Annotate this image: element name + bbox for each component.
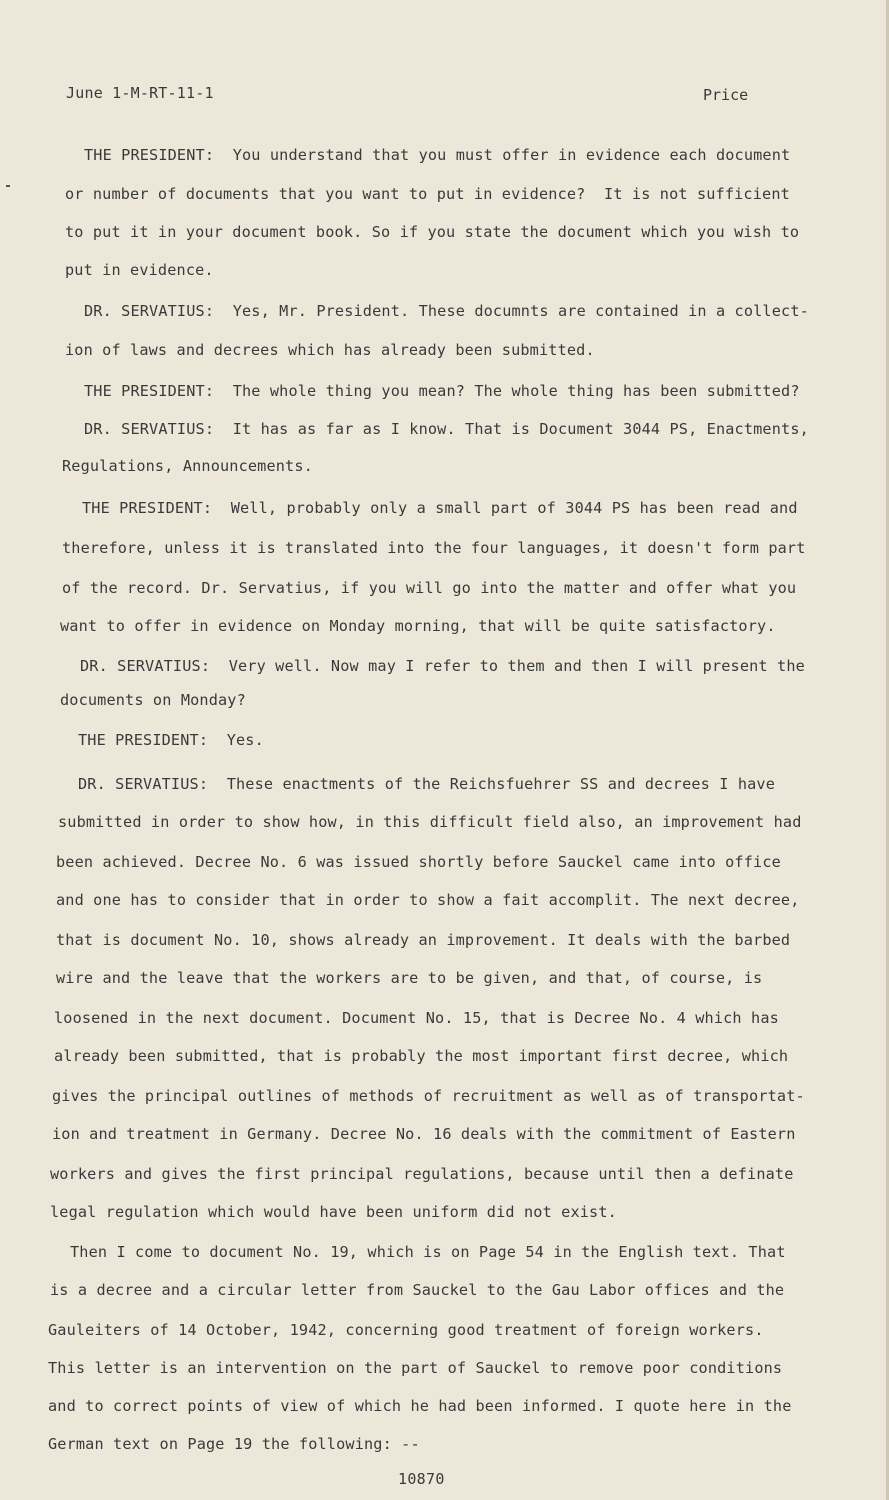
text-line: Then I come to document No. 19, which is on Page 54 in the English text. That xyxy=(70,1243,786,1261)
header-reference: June 1-M-RT-11-1 xyxy=(66,84,214,102)
text-line: documents on Monday? xyxy=(60,691,246,709)
text-line: Regulations, Announcements. xyxy=(62,457,313,475)
text-line: that is document No. 10, shows already an improvement. It deals with the barbed xyxy=(56,931,791,949)
text-line: want to offer in evidence on Monday morning, that will be quite satisfactory. xyxy=(60,617,776,635)
text-line: or number of documents that you want to put in evidence? It is not sufficient xyxy=(65,185,790,203)
text-line: and to correct points of view of which he had been informed. I quote here in the xyxy=(48,1397,792,1415)
text-line: put in evidence. xyxy=(65,261,214,279)
text-line: gives the principal outlines of methods of recruitment as well as of transportat- xyxy=(52,1087,805,1105)
stray-ink-mark xyxy=(6,185,10,187)
text-line: of the record. Dr. Servatius, if you will go into the matter and offer what you xyxy=(62,579,797,597)
text-line: been achieved. Decree No. 6 was issued shortly before Sauckel came into office xyxy=(56,853,781,871)
text-line: THE PRESIDENT: You understand that you must offer in evidence each document xyxy=(84,146,791,164)
text-line: workers and gives the first principal regulations, because until then a definate xyxy=(50,1165,794,1183)
text-line: Gauleiters of 14 October, 1942, concerning good treatment of foreign workers. xyxy=(48,1321,764,1339)
text-line: legal regulation which would have been uniform did not exist. xyxy=(50,1203,617,1221)
text-line: ion and treatment in Germany. Decree No. 16 deals with the commitment of Eastern xyxy=(52,1125,796,1143)
text-line: DR. SERVATIUS: Yes, Mr. President. These documnts are contained in a collect- xyxy=(84,302,809,320)
text-line: ion of laws and decrees which has already been submitted. xyxy=(65,341,595,359)
text-line: and one has to consider that in order to show a fait accomplit. The next decree, xyxy=(56,891,800,909)
text-line: This letter is an intervention on the part of Sauckel to remove poor conditions xyxy=(48,1359,783,1377)
page-number: 10870 xyxy=(398,1470,445,1488)
text-line: German text on Page 19 the following: -- xyxy=(48,1435,420,1453)
text-line: is a decree and a circular letter from Sauckel to the Gau Labor offices and the xyxy=(50,1281,785,1299)
text-line: DR. SERVATIUS: These enactments of the Reichsfuehrer SS and decrees I have xyxy=(78,775,776,793)
text-line: DR. SERVATIUS: It has as far as I know. That is Document 3044 PS, Enactments, xyxy=(84,420,809,438)
text-line: loosened in the next document. Document No. 15, that is Decree No. 4 which has xyxy=(54,1009,779,1027)
text-line: THE PRESIDENT: Well, probably only a small part of 3044 PS has been read and xyxy=(82,499,798,517)
text-line: THE PRESIDENT: The whole thing you mean? The whole thing has been submitted? xyxy=(84,382,800,400)
text-line: therefore, unless it is translated into the four languages, it doesn't form part xyxy=(62,539,806,557)
text-line: THE PRESIDENT: Yes. xyxy=(78,731,264,749)
text-line: to put it in your document book. So if you state the document which you wish to xyxy=(65,223,800,241)
text-line: submitted in order to show how, in this difficult field also, an improvement had xyxy=(58,813,802,831)
header-speaker: Price xyxy=(703,86,749,104)
text-line: already been submitted, that is probably the most important first decree, which xyxy=(54,1047,789,1065)
text-line: DR. SERVATIUS: Very well. Now may I refer to them and then I will present the xyxy=(80,657,805,675)
text-line: wire and the leave that the workers are to be given, and that, of course, is xyxy=(56,969,763,987)
